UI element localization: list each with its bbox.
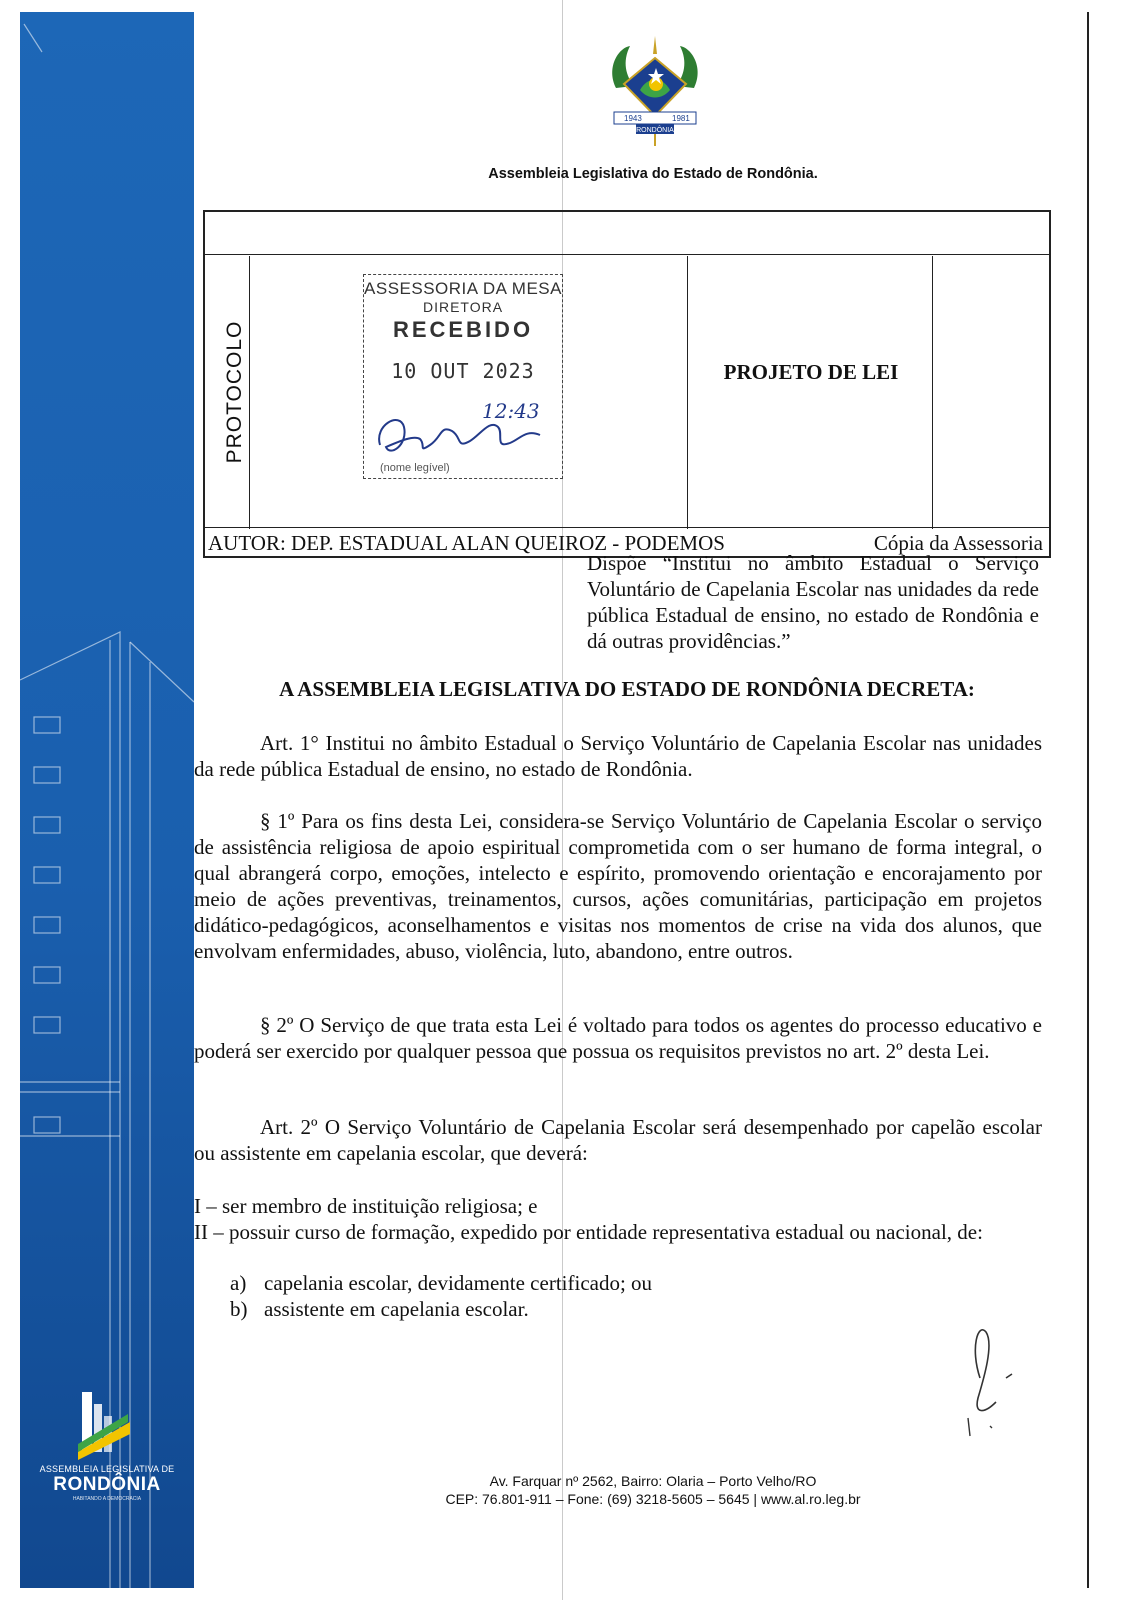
crest-year-right: 1981 [672,114,690,123]
assembly-logo-icon [78,1392,130,1460]
initials-signature-icon [950,1318,1030,1448]
stamp-line3: RECEBIDO [392,317,534,342]
copy-note: Cópia da Assessoria [873,531,1043,555]
building-outline-art [20,12,194,1588]
doc-type: PROJETO DE LEI [723,360,899,384]
article-2: Art. 2º O Serviço Voluntário de Capelania Escolar será desempenhado por capelão escolar ou assistente em capelania escolar, que deverá: [194,1115,1042,1165]
inciso-1: I – ser membro de instituição religiosa; e [194,1194,538,1218]
box-divider-top [205,254,1049,255]
article-1: Art. 1° Institui no âmbito Estadual o Serviço Voluntário de Capelania Escolar nas unidades da rede pública Estadual de ensino, no estado de Rondônia. [194,731,1042,781]
page-right-rule [1087,12,1089,1588]
footer-address: Av. Farquar nº 2562, Bairro: Olaria – Porto Velho/RO [489,1473,817,1489]
alinea-b [230,1296,529,1322]
box-divider-v3 [932,256,933,529]
received-stamp [363,274,563,479]
alinea-b-text: assistente em capelania escolar. [264,1297,529,1321]
protocolo-label: PROTOCOLO [223,320,246,464]
decreta-heading: A ASSEMBLEIA LEGISLATIVA DO ESTADO DE RONDÔNIA DECRETA: [279,677,975,701]
footer-contact: CEP: 76.801-911 – Fone: (69) 3218-5605 – 5645 | www.al.ro.leg.br [445,1491,861,1507]
page-footer [300,1472,1006,1508]
state-crest-icon [600,28,710,148]
band-logo-tagline: HABITANDO A DEMOCRACIA [72,1496,142,1502]
stamp-line2: DIRETORA [422,299,504,315]
stamp-date: 10 OUT 2023 [391,359,535,383]
stamp-line1: ASSESSORIA DA MESA [364,279,562,298]
alinea-b-label: b) [230,1297,248,1321]
band-logo-text [20,1464,194,1502]
box-divider-v2 [687,256,688,529]
alinea-a-label: a) [230,1271,247,1295]
paragraph-2: § 2º O Serviço de que trata esta Lei é voltado para todos os agentes do processo educativo e poderá ser exercido por qualquer pessoa que possua os requisitos previstos no art. 2º desta Lei. [194,1013,1042,1063]
stamp-footer: (nome legível) [380,462,450,474]
crest-year-left: 1943 [624,114,642,123]
band-logo-big: RONDÔNIA [53,1474,161,1495]
paragraph-1: § 1º Para os fins desta Lei, considera-se Serviço Voluntário de Capelania Escolar o serviço de assistência religiosa de apoio espiritual comprometida com o ser humano de forma integral, o qual abrangerá corpo, emoções, intelecto e espírito, promovendo orientação e encorajamento por meio de ações preventivas, treinamentos, cursos, ações comunitárias, participação em projetos didático-pedagógicos, aconselhamentos e visitas nos momentos de crise na vida dos alunos, que envolvam enfermidades, abuso, violência, luto, abandono, entre outros. [194,809,1042,963]
stamp-time: 12:43 [482,399,540,423]
author: AUTOR: DEP. ESTADUAL ALAN QUEIROZ - PODEMOS [208,531,725,555]
inciso-2: II – possuir curso de formação, expedido por entidade representativa estadual ou nacional, de: [194,1220,983,1244]
alinea-a-text: capelania escolar, devidamente certificado; ou [264,1271,653,1295]
box-divider-bottom [205,527,1049,528]
alinea-a [230,1270,652,1296]
band-logo-small: ASSEMBLEIA LEGISLATIVA DE [39,1464,175,1474]
side-band [20,12,194,1588]
stamp-signature-icon [370,405,560,465]
crest-ribbon: RONDÔNIA [636,127,674,134]
protocol-box [203,210,1051,558]
ementa: Dispõe “Institui no âmbito Estadual o Serviço Voluntário de Capelania Escolar nas unidades da rede pública Estadual de ensino, no estado de Rondônia e dá outras providências.” [587,551,1039,653]
org-title: Assembleia Legislativa do Estado de Rondônia. [488,166,818,182]
